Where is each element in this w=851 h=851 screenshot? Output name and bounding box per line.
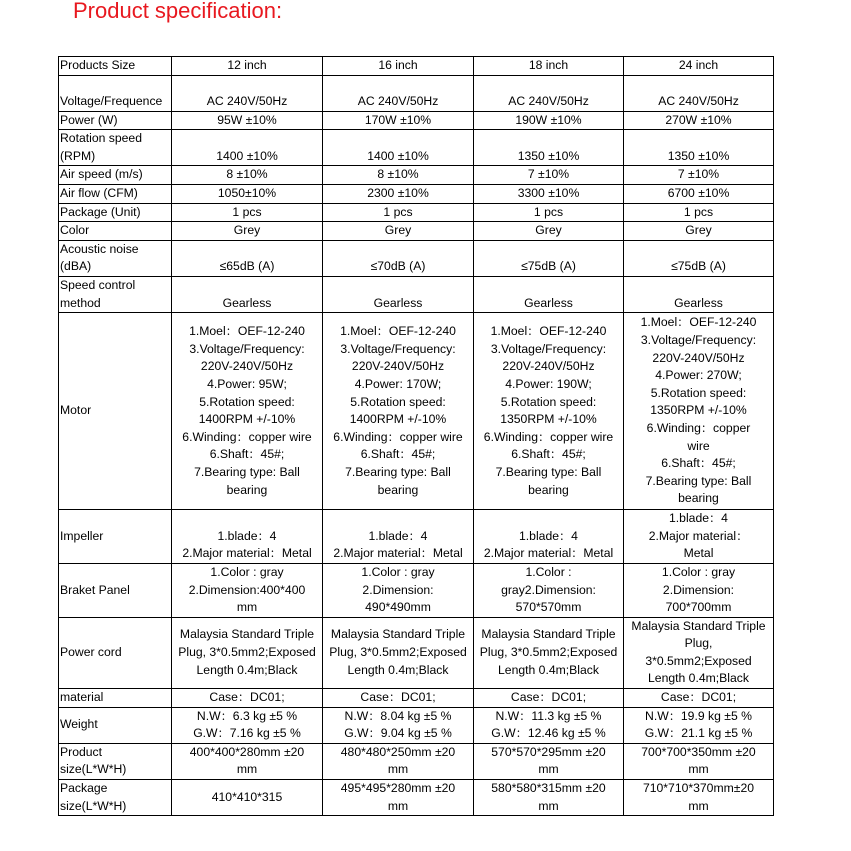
cell-line: N.W：8.04 kg ±5 % (344, 708, 452, 723)
cell-line: mm (236, 600, 258, 615)
cell-line: 495*495*280mm ±20 (340, 781, 456, 796)
cell: Gearless (624, 276, 774, 312)
cell-line: 7.Bearing type: Ball (194, 464, 300, 479)
row-label: Speed control method (60, 277, 136, 310)
cell-line: 2.Major material：Metal (333, 546, 463, 561)
cell: 270W ±10% (624, 111, 774, 130)
cell-line: 5.Rotation speed: (199, 394, 295, 409)
cell-line: 220V-240V/50Hz (200, 359, 294, 374)
cell-line: N.W：6.3 kg ±5 % (196, 708, 298, 723)
packagesize-cell-24 (624, 780, 774, 816)
bracket-cell-12 (172, 563, 323, 617)
cell: 8 ±10% (172, 166, 323, 185)
cell-line: 2.Dimension: (362, 582, 434, 597)
row-label: Braket Panel (59, 563, 172, 617)
cell-line: 5.Rotation speed: (350, 394, 446, 409)
cell-line: 1.Moel：OEF-12-240 (189, 324, 305, 339)
cell-line: Malaysia Standard Triple (330, 627, 466, 642)
motor-cell-12 (172, 313, 323, 510)
cell-line: mm (387, 762, 409, 777)
cell-line: 3.Voltage/Frequency: (340, 341, 456, 356)
packagesize-cell-18 (474, 780, 624, 816)
cell: 2300 ±10% (323, 184, 474, 203)
row-label: material (59, 689, 172, 708)
cell-line: 1400RPM +/-10% (349, 412, 447, 427)
row-label: Motor (59, 313, 172, 510)
cell-line: N.W：11.3 kg ±5 % (495, 708, 602, 723)
row-label: Air flow (CFM) (59, 184, 172, 203)
header-row (59, 57, 774, 76)
cell-line: mm (236, 762, 258, 777)
cell-line: Length 0.4m;Black (648, 671, 749, 686)
cell-line: mm (538, 798, 559, 813)
cell: AC 240V/50Hz (323, 75, 474, 111)
cell-line: 410*410*315 (211, 789, 283, 804)
cell-line: G.W：9.04 kg ±5 % (344, 726, 452, 741)
row-voltage (59, 75, 774, 111)
row-impeller (59, 510, 774, 564)
row-label: Voltage/Frequence (60, 94, 163, 108)
cell-line: 7.Bearing type: Ball (345, 464, 451, 479)
cell-line: 5.Rotation speed: (650, 385, 747, 400)
cell-line: 7.Bearing type: Ball (495, 464, 602, 479)
cell: Gearless (323, 276, 474, 312)
cell-line: 3.Voltage/Frequency: (490, 341, 607, 356)
productsize-cell-16 (323, 743, 474, 779)
cell-line: Length 0.4m;Black (196, 662, 298, 677)
packagesize-cell-16 (323, 780, 474, 816)
cell-line: Malaysia Standard Triple (179, 627, 315, 642)
cell-line: 700*700*350mm ±20 (641, 744, 756, 759)
weight-cell-12 (172, 707, 323, 743)
packagesize-cell-12 (172, 780, 323, 816)
cell: 190W ±10% (474, 111, 624, 130)
row-color (59, 222, 774, 241)
cell-line: 490*490mm (365, 600, 431, 615)
cell-line: 1.Color : gray (661, 564, 736, 579)
cell-line: 580*580*315mm ±20 (491, 781, 606, 796)
row-productsize (59, 743, 774, 779)
row-packagesize (59, 780, 774, 816)
cell-line: 6.Shaft：45#; (209, 447, 285, 462)
spec-table (58, 56, 774, 816)
cell: 8 ±10% (323, 166, 474, 185)
row-powercord (59, 617, 774, 688)
row-label: Weight (59, 707, 172, 743)
cell-line: 400*400*280mm ±20 (189, 744, 305, 759)
cell-line: bearing (377, 482, 419, 497)
motor-cell-18 (474, 313, 624, 510)
cell-line: 2.Major material：Metal (483, 546, 614, 561)
cell: Gearless (474, 276, 624, 312)
cell-line: 4.Power: 270W; (655, 368, 742, 383)
impeller-cell-18 (474, 510, 624, 564)
cell: 7 ±10% (624, 166, 774, 185)
cell-line: 570*570*295mm ±20 (491, 744, 606, 759)
row-label: Air speed (m/s) (59, 166, 172, 185)
row-label: Color (59, 222, 172, 241)
impeller-cell-12 (172, 510, 323, 564)
cell-line: 570*570mm (515, 600, 582, 615)
page-title: Product specification: (73, 0, 283, 23)
cell-line: 2.Dimension:400*400 (188, 582, 306, 597)
cell: Grey (323, 222, 474, 241)
cell-line: 1.Color : (525, 564, 572, 579)
powercord-cell-16 (323, 617, 474, 688)
row-noise (59, 240, 774, 276)
cell-line: 6.Winding：copper wire (182, 429, 312, 444)
motor-cell-24 (624, 313, 774, 510)
cell-line: Plug, 3*0.5mm2;Exposed (479, 645, 618, 660)
row-label: Power cord (59, 617, 172, 688)
cell-line: 1.Moel：OEF-12-240 (340, 324, 456, 339)
cell-line: 3*0.5mm2;Exposed (645, 653, 752, 668)
cell: 3300 ±10% (474, 184, 624, 203)
cell-line: 710*710*370mm±20 (642, 781, 755, 796)
cell-line: 7.Bearing type: Ball (645, 473, 752, 488)
cell: Case：DC01; (474, 689, 624, 708)
productsize-cell-12 (172, 743, 323, 779)
weight-cell-24 (624, 707, 774, 743)
cell-line: 1.blade：4 (217, 528, 277, 543)
cell-line: gray2.Dimension: (501, 582, 596, 597)
cell-line: 6.Winding：copper wire (483, 429, 614, 444)
cell-line: 1.Color : gray (361, 564, 435, 579)
cell-line: 1.Color : gray (210, 564, 284, 579)
cell-line: 4.Power: 95W; (207, 376, 287, 391)
cell-line: mm (688, 762, 709, 777)
cell: Case：DC01; (624, 689, 774, 708)
row-weight (59, 707, 774, 743)
weight-cell-16 (323, 707, 474, 743)
cell-line: 6.Shaft：45#; (360, 447, 436, 462)
cell: 1 pcs (172, 203, 323, 222)
row-label: Rotation speed (RPM) (60, 131, 142, 163)
cell: Grey (624, 222, 774, 241)
cell-line: 220V-240V/50Hz (502, 359, 595, 374)
cell: Case：DC01; (323, 689, 474, 708)
cell-line: Length 0.4m;Black (498, 662, 599, 677)
cell: 7 ±10% (474, 166, 624, 185)
bracket-cell-18 (474, 563, 624, 617)
cell-line: G.W：7.16 kg ±5 % (193, 726, 301, 741)
row-power (59, 111, 774, 130)
row-rotation (59, 130, 774, 166)
cell: Gearless (172, 276, 323, 312)
cell: 1350 ±10% (624, 130, 774, 166)
cell: ≤75dB (A) (624, 240, 774, 276)
cell-line: 1400RPM +/-10% (198, 412, 296, 427)
cell: AC 240V/50Hz (474, 75, 624, 111)
cell: ≤70dB (A) (323, 240, 474, 276)
cell-line: 220V-240V/50Hz (351, 359, 445, 374)
cell: 95W ±10% (172, 111, 323, 130)
cell-line: 2.Major material： (648, 528, 749, 543)
row-label: Package size(L*W*H) (60, 781, 127, 813)
cell: AC 240V/50Hz (624, 75, 774, 111)
row-airflow (59, 184, 774, 203)
row-package (59, 203, 774, 222)
cell-line: 6.Shaft：45#; (511, 447, 586, 462)
cell-line: 480*480*250mm ±20 (340, 744, 456, 759)
row-material (59, 689, 774, 708)
size-16: 16 inch (323, 57, 474, 76)
cell-line: 6.Shaft：45#; (661, 456, 736, 471)
cell-line: 3.Voltage/Frequency: (640, 332, 757, 347)
productsize-cell-24 (624, 743, 774, 779)
cell-line: 700*700mm (665, 600, 732, 615)
cell: Grey (474, 222, 624, 241)
cell-line: mm (538, 762, 559, 777)
cell-line: 220V-240V/50Hz (652, 350, 745, 365)
impeller-cell-16 (323, 510, 474, 564)
cell-line: Metal (683, 546, 714, 561)
cell-line: 4.Power: 190W; (505, 376, 592, 391)
row-label: Acoustic noise (dBA) (60, 241, 139, 274)
cell: 1350 ±10% (474, 130, 624, 166)
impeller-cell-24 (624, 510, 774, 564)
cell: AC 240V/50Hz (172, 75, 323, 111)
powercord-cell-18 (474, 617, 624, 688)
size-24: 24 inch (624, 57, 774, 76)
cell-line: 5.Rotation speed: (500, 394, 597, 409)
cell: ≤75dB (A) (474, 240, 624, 276)
cell-line: 4.Power: 170W; (354, 376, 442, 391)
cell-line: 1350RPM +/-10% (650, 403, 747, 418)
cell: Case：DC01; (172, 689, 323, 708)
cell-line: bearing (678, 491, 719, 506)
cell-line: 3.Voltage/Frequency: (189, 341, 305, 356)
cell-line: 6.Winding：copper wire (333, 429, 463, 444)
header-label: Products Size (59, 57, 172, 76)
cell: 170W ±10% (323, 111, 474, 130)
size-18: 18 inch (474, 57, 624, 76)
weight-cell-18 (474, 707, 624, 743)
cell-line: mm (688, 798, 709, 813)
powercord-cell-12 (172, 617, 323, 688)
cell: 1400 ±10% (323, 130, 474, 166)
cell: 1 pcs (624, 203, 774, 222)
cell-line: 1.blade：4 (519, 528, 578, 543)
cell-line: G.W：12.46 kg ±5 % (491, 726, 606, 741)
cell-line: wire (687, 438, 710, 453)
cell-line: 6.Winding：copper (646, 420, 751, 435)
cell-line: Malaysia Standard Triple (631, 618, 766, 633)
cell-line: mm (387, 798, 409, 813)
cell-line: N.W：19.9 kg ±5 % (645, 708, 752, 723)
cell-line: Plug, 3*0.5mm2;Exposed (329, 645, 467, 660)
row-label: Product size(L*W*H) (60, 744, 127, 777)
cell-line: G.W：21.1 kg ±5 % (644, 726, 753, 741)
cell-line: bearing (528, 482, 569, 497)
cell-line: Plug, (684, 636, 713, 651)
cell-line: 1.blade：4 (669, 511, 728, 526)
cell-line: 2.Dimension: (662, 582, 735, 597)
productsize-cell-18 (474, 743, 624, 779)
powercord-cell-24 (624, 617, 774, 688)
cell-line: Length 0.4m;Black (347, 662, 449, 677)
bracket-cell-24 (624, 563, 774, 617)
cell: 1 pcs (474, 203, 624, 222)
row-label: Power (W) (59, 111, 172, 130)
cell: 6700 ±10% (624, 184, 774, 203)
row-speedctrl (59, 276, 774, 312)
cell-line: 1.Moel：OEF-12-240 (490, 324, 607, 339)
row-motor (59, 313, 774, 510)
bracket-cell-16 (323, 563, 474, 617)
cell-line: 1.blade：4 (368, 528, 428, 543)
cell-line: Malaysia Standard Triple (481, 627, 616, 642)
cell: ≤65dB (A) (172, 240, 323, 276)
cell-line: 1.Moel：OEF-12-240 (640, 315, 757, 330)
motor-cell-16 (323, 313, 474, 510)
cell-line: Plug, 3*0.5mm2;Exposed (178, 645, 316, 660)
cell-line: 2.Major material：Metal (182, 546, 312, 561)
row-bracket (59, 563, 774, 617)
cell-line: bearing (226, 482, 268, 497)
size-12: 12 inch (172, 57, 323, 76)
cell: Grey (172, 222, 323, 241)
cell: 1 pcs (323, 203, 474, 222)
row-airspeed (59, 166, 774, 185)
cell: 1050±10% (172, 184, 323, 203)
cell: 1400 ±10% (172, 130, 323, 166)
row-label: Impeller (59, 510, 172, 564)
row-label: Package (Unit) (59, 203, 172, 222)
cell-line: 1350RPM +/-10% (500, 412, 597, 427)
